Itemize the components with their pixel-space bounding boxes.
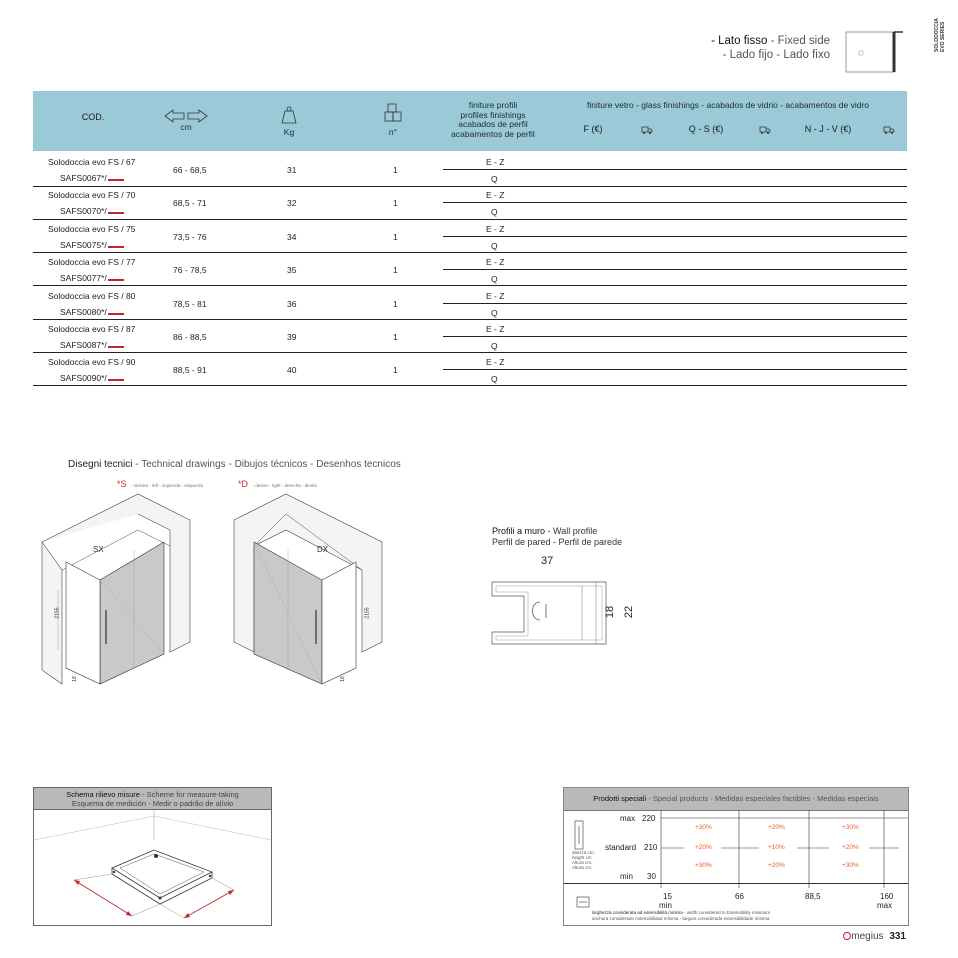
row-divider: [33, 385, 907, 386]
row-kg: 34: [287, 232, 297, 242]
code-suffix-blank: [108, 206, 124, 214]
col-glass-qs: Q - S (€): [688, 124, 724, 134]
grid-cell: +30%: [695, 862, 712, 869]
row-code: [60, 373, 124, 383]
row-fin2: Q: [491, 241, 498, 251]
page-footer: [843, 931, 906, 942]
row-divider: [443, 336, 907, 337]
height-caption-es: Altura cm.: [572, 860, 593, 865]
row-divider: [33, 352, 907, 353]
row-divider: [33, 252, 907, 253]
fixed-side-icon: [845, 31, 903, 73]
row-divider: [443, 369, 907, 370]
x-tick: 88,5: [805, 892, 821, 901]
code-suffix-blank: [108, 240, 124, 248]
row-cm: 78,5 - 81: [173, 299, 207, 309]
row-cm: 66 - 68,5: [173, 165, 207, 175]
row-name: Solodoccia evo FS / 77: [48, 257, 136, 267]
row-name: Solodoccia evo FS / 67: [48, 157, 136, 167]
page-number: 331: [889, 931, 906, 942]
drawings-title: [68, 459, 401, 470]
row-n: 1: [393, 299, 398, 309]
row-kg: 36: [287, 299, 297, 309]
sx-base-dim: 18: [71, 676, 78, 682]
row-fin2: Q: [491, 374, 498, 384]
row-divider: [443, 269, 907, 270]
row-divider: [33, 219, 907, 220]
grid-cell: +10%: [768, 844, 785, 851]
height-caption-it: altezza cm.: [572, 850, 595, 855]
height-caption-pt: Altura cm.: [572, 865, 593, 870]
row-value-min: 30: [647, 872, 656, 881]
row-n: 1: [393, 232, 398, 242]
col-profiles-en: profiles finishings: [460, 109, 526, 120]
row-divider: [443, 202, 907, 203]
header-title-main: - Lato fisso: [711, 35, 768, 47]
right-label-desc: - destra - right - derecha - direito: [252, 483, 317, 488]
drawings-title-main: Disegni tecnici: [68, 459, 133, 470]
col-cod: COD.: [81, 112, 105, 122]
width-caption: [592, 910, 902, 921]
dx-label: DX: [317, 545, 329, 554]
width-caption-line2: anchura considerado extensibilidad mínima - largura considerada extensibilidade mínima: [592, 915, 770, 921]
row-fin1: E - Z: [486, 190, 505, 200]
special-title-main: Prodotti speciali: [593, 794, 647, 803]
wall-profile-dim1: 18: [604, 605, 617, 619]
row-fin2: Q: [491, 274, 498, 284]
x-tick-max: max: [877, 901, 893, 910]
right-label: *D: [238, 479, 249, 489]
row-code: [60, 340, 124, 350]
special-products-header: [564, 788, 908, 811]
row-divider: [33, 319, 907, 320]
row-fin1: E - Z: [486, 291, 505, 301]
row-code: [60, 240, 124, 250]
wall-profile-title-rest: - Wall profile: [547, 526, 598, 536]
measure-scheme-drawing: [34, 810, 271, 924]
special-products-box: [563, 787, 909, 926]
row-code-text: SAFS0075*/: [60, 240, 107, 250]
height-caption-en: height cm.: [572, 855, 593, 860]
dx-height-dim: 2155: [364, 607, 371, 619]
row-n: 1: [393, 198, 398, 208]
col-profiles-es: acabados de perfil: [458, 119, 528, 129]
col-glass-njv: N - J - V (€): [804, 124, 852, 134]
truck-icon: [883, 126, 895, 134]
grid-cell: +30%: [695, 824, 712, 831]
height-icon: [574, 820, 584, 850]
grid-cell: +30%: [842, 862, 859, 869]
row-label-max: max: [620, 814, 636, 823]
row-code: [60, 273, 124, 283]
grid-cell: +30%: [842, 824, 859, 831]
header-title-en: - Fixed side: [770, 35, 830, 47]
grid-cell: +20%: [842, 844, 859, 851]
row-kg: 32: [287, 198, 297, 208]
col-n: n°: [388, 127, 398, 137]
width-caption-rest: - width considered to Extensibility minimum: [684, 910, 771, 915]
row-name: Solodoccia evo FS / 70: [48, 190, 136, 200]
row-n: 1: [393, 265, 398, 275]
x-tick: 66: [735, 892, 744, 901]
row-value-standard: 210: [644, 843, 658, 852]
row-code: [60, 206, 124, 216]
drawing-sx: [38, 490, 198, 690]
row-fin1: E - Z: [486, 257, 505, 267]
code-suffix-blank: [108, 340, 124, 348]
row-code: [60, 173, 124, 183]
measure-scheme-header: [34, 788, 271, 810]
row-fin1: E - Z: [486, 224, 505, 234]
drawings-title-rest: - Technical drawings - Dibujos técnicos - Desenhos tecnicos: [135, 459, 401, 470]
wall-profile-dim2: 22: [623, 605, 636, 619]
row-cm: 86 - 88,5: [173, 332, 207, 342]
packages-icon: [383, 103, 403, 123]
row-n: 1: [393, 365, 398, 375]
series-tag-line1: SOLODOCCIA: [934, 18, 940, 52]
row-kg: 35: [287, 265, 297, 275]
row-cm: 88,5 - 91: [173, 365, 207, 375]
measure-title-line2: Esquema de medición - Medir o padrão de alívio: [71, 799, 234, 808]
row-cm: 73,5 - 76: [173, 232, 207, 242]
height-caption: [572, 850, 595, 870]
col-kg: Kg: [283, 127, 295, 137]
col-profiles-pt: acabamentos de perfil: [451, 128, 535, 139]
row-divider: [33, 285, 907, 286]
code-suffix-blank: [108, 173, 124, 181]
row-fin1: E - Z: [486, 157, 505, 167]
row-name: Solodoccia evo FS / 87: [48, 324, 136, 334]
measure-title-main: Schema rilievo misure: [66, 790, 140, 799]
wall-profile-drawing: [490, 578, 610, 650]
grid-cell: +20%: [695, 844, 712, 851]
col-glass-title: finiture vetro - glass finishings - acabados de vidrio - acabamentos de vidro: [586, 100, 870, 110]
col-glass-f: F (€): [583, 124, 603, 134]
truck-icon: [641, 126, 653, 134]
col-cm: cm: [180, 122, 192, 132]
row-divider: [443, 169, 907, 170]
row-code-text: SAFS0090*/: [60, 373, 107, 383]
row-code-text: SAFS0087*/: [60, 340, 107, 350]
row-code-text: SAFS0077*/: [60, 273, 107, 283]
row-kg: 40: [287, 365, 297, 375]
row-value-max: 220: [642, 814, 656, 823]
grid-cell: +20%: [768, 824, 785, 831]
width-caption-main: larghezza considerata ad estensibilità minima: [592, 910, 683, 915]
row-kg: 39: [287, 332, 297, 342]
special-title-rest: - Special products - Medidas especiales factibles - Medidas especiais: [648, 794, 879, 803]
row-fin2: Q: [491, 174, 498, 184]
truck-icon: [759, 126, 771, 134]
row-kg: 31: [287, 165, 297, 175]
width-arrows-icon: [164, 109, 208, 123]
left-label-desc: - sinistra - left - izquierda - esquerda: [130, 483, 203, 488]
row-label-min: min: [620, 872, 633, 881]
row-n: 1: [393, 165, 398, 175]
row-n: 1: [393, 332, 398, 342]
brand-name: megius: [851, 931, 884, 942]
row-fin1: E - Z: [486, 357, 505, 367]
measure-title-rest: - Scheme for measure-taking: [142, 790, 239, 799]
row-name: Solodoccia evo FS / 75: [48, 224, 136, 234]
table-header: [33, 91, 907, 151]
series-tag-line2: EVO SERIES: [940, 21, 946, 52]
page-header: [711, 34, 830, 62]
wall-profile-title-main: Profili a muro: [492, 526, 546, 536]
row-code-text: SAFS0080*/: [60, 307, 107, 317]
sx-label: SX: [93, 545, 104, 554]
x-axis: [564, 883, 908, 884]
row-fin1: E - Z: [486, 324, 505, 334]
left-label: *S: [117, 479, 127, 489]
dx-base-dim: 18: [339, 676, 346, 682]
row-divider: [443, 236, 907, 237]
header-title-es-pt: - Lado fijo - Lado fixo: [722, 49, 830, 61]
code-suffix-blank: [108, 273, 124, 281]
sx-height-dim: 2155: [54, 607, 61, 619]
row-label-standard: standard: [605, 843, 637, 852]
row-divider: [33, 186, 907, 187]
wall-profile-width: 37: [541, 555, 554, 567]
row-cm: 68,5 - 71: [173, 198, 207, 208]
col-profiles-it: finiture profili: [468, 100, 518, 110]
x-tick: 15: [663, 892, 672, 901]
series-tag: [934, 8, 948, 52]
weight-icon: [279, 105, 299, 125]
row-name: Solodoccia evo FS / 90: [48, 357, 136, 367]
row-code-text: SAFS0067*/: [60, 173, 107, 183]
row-fin2: Q: [491, 341, 498, 351]
row-fin2: Q: [491, 207, 498, 217]
row-name: Solodoccia evo FS / 80: [48, 291, 136, 301]
wall-profile-title: [492, 526, 622, 548]
col-profiles: [438, 101, 548, 139]
x-tick: 160: [880, 892, 894, 901]
code-suffix-blank: [108, 373, 124, 381]
drawing-dx: [226, 490, 386, 690]
row-code-text: SAFS0070*/: [60, 206, 107, 216]
row-cm: 76 - 78,5: [173, 265, 207, 275]
row-code: [60, 307, 124, 317]
grid-cell: +20%: [768, 862, 785, 869]
wall-profile-title-line2: Perfil de pared - Perfil de parede: [492, 537, 623, 547]
code-suffix-blank: [108, 307, 124, 315]
measure-scheme-box: [33, 787, 272, 926]
row-fin2: Q: [491, 308, 498, 318]
x-tick-min: min: [659, 901, 672, 910]
row-divider: [443, 303, 907, 304]
width-icon: [576, 896, 590, 908]
